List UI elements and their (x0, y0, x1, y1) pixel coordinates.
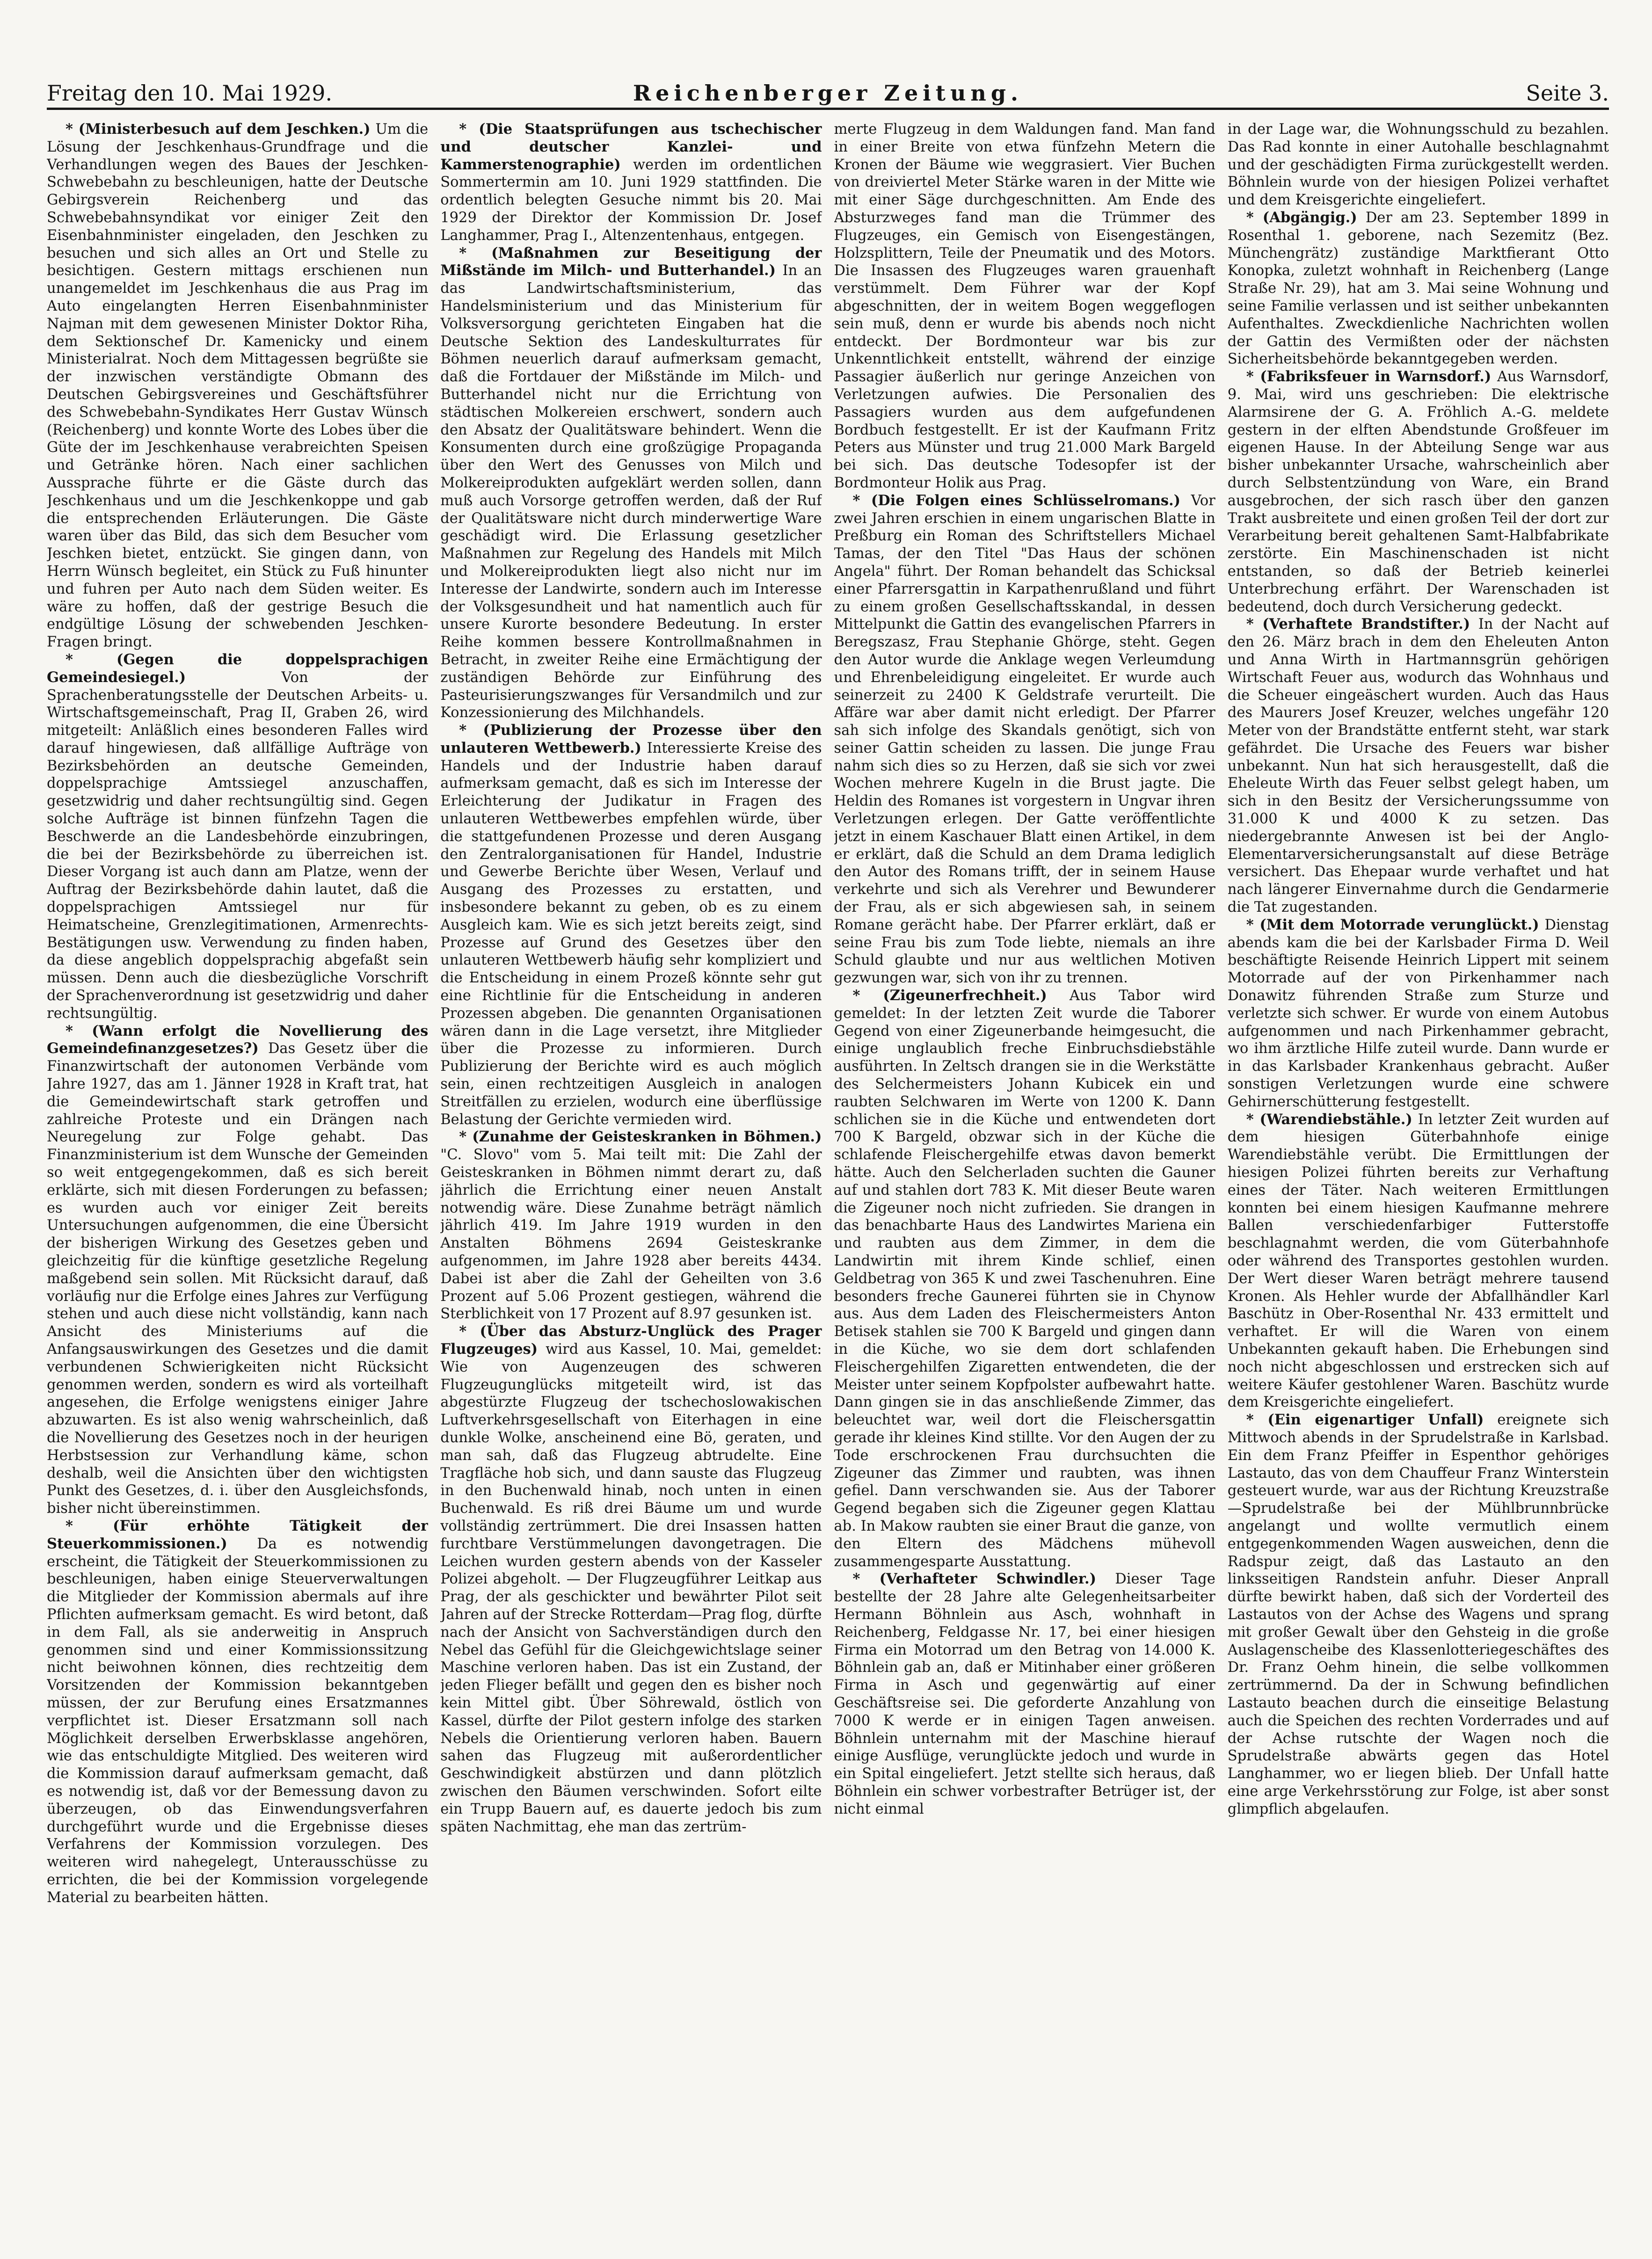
column-3 (834, 121, 1215, 2231)
article-headline: * (Maßnahmen zur Beseitigung der Mißstände im Milch- und Butterhandel.) (440, 244, 822, 279)
article (834, 1570, 1215, 1818)
article-body: In an das Landwirtschaftsministerium, das Handelsministerium und das Ministerium für Volksversorgung gerichteten Eingaben hat die Deutsche Sektion des Landeskulturrates für Böhmen neuerlich darauf aufmerksam gemacht, daß die Fortdauer der Mißstände im Milch- und Butterhandel nicht nur die Errichtung von städtischen Molkereien erschwert, sondern auch den Absatz der Qualitätsware behindert. Wenn die Konsumenten durch eine großzügige Propaganda über den Wert des Genusses von Milch und Molkereiprodukten aufgeklärt werden sollen, dann muß auch Vorsorge getroffen werden, daß der Ruf der Qualitätsware nicht durch minderwertige Ware geschädigt wird. Die Erlassung gesetzlicher Maßnahmen zur Regelung des Handels mit Milch und Molkereiprodukten liegt also nicht nur im Interesse der Landwirte, sondern auch im Interesse der Volksgesundheit und hat namentlich auch für unsere Kurorte besondere Bedeutung. In erster Reihe kommen bessere Kontrollmaßnahmen in Betracht, in zweiter Reihe eine Ermächtigung der zuständigen Behörde zur Einführung des Pasteurisierungszwanges für Versandmilch und zur Konzessionierung des Milchhandels. (440, 262, 822, 721)
article (47, 1023, 428, 1518)
article (47, 651, 428, 1023)
article-headline: * (Abgängig.) (1246, 209, 1357, 226)
article (1228, 368, 1609, 616)
article-headline: * (Mit dem Motorrade verunglückt.) (1246, 916, 1539, 933)
article-body: Der am 23. September 1899 in Rosenthal 1. geborene, nach Sezemitz (Bez. Münchengrätz) zuständige Marktfierant Otto Konopka, zuletzt wohnhaft in Reichenberg (Lange Straße Nr. 29), hat am 3. Mai seine Wohnung und seine Familie verlassen und ist seither unbekannten Aufenthaltes. Zweckdienliche Nachrichten wollen der Gattin des Vermißten oder der nächsten Sicherheitsbehörde bekanntgegeben werden. (1227, 209, 1609, 368)
article (47, 121, 428, 651)
article-body: Von der Sprachenberatungsstelle der Deutschen Arbeits- u. Wirtschaftsgemeinschaft, Prag II, Graben 26, wird mitgeteilt: Anläßlich eines besonderen Falles wird darauf hingewiesen, daß allfällige Aufträge von Bezirksbehörden an deutsche Gemeinden, doppelsprachige Amtssiegel anzuschaffen, gesetzwidrig und daher rechtsungültig sind. Gegen solche Aufträge ist binnen fünfzehn Tagen die Beschwerde an die Landesbehörde einzubringen, die bei der Bezirksbehörde zu überreichen ist. Dieser Vorgang ist auch dann am Platze, wenn der Auftrag der Bezirksbehörde dahin lautet, daß die doppelsprachigen Amtssiegel nur für Heimatscheine, Grenzlegitimationen, Armenrechts-Bestätigungen usw. Verwendung zu finden haben, da diese angeblich doppelsprachig abgefaßt sein müssen. Denn auch die diesbezügliche Vorschrift der Sprachenverordnung ist gesetzwidrig und daher rechtsungültig. (47, 669, 429, 1022)
article-headline: * (Warendiebstähle.) (1246, 1111, 1412, 1128)
article-body: Dieser Tage bestellte der 28 Jahre alte Gelegenheitsarbeiter Hermann Böhnlein aus Asch, wohnhaft in Reichenberg, Feldgasse Nr. 17, bei einer hiesigen Firma ein Motorrad um den Betrag von 14.000 K. Böhnlein gab an, daß er Mitinhaber einer größeren Firma in Asch und gegenwärtig auf einer Geschäftsreise sei. Die geforderte Anzahlung von 7000 K werde er in einigen Tagen anweisen. Böhnlein unternahm mit der Maschine hierauf einige Ausflüge, verunglückte jedoch und wurde in ein Spital eingeliefert. Jetzt stellte sich heraus, daß Böhnlein ein schwer vorbestrafter Betrüger ist, der nicht einmal (834, 1571, 1215, 1817)
article-body: Aus Tabor wird gemeldet: In der letzten Zeit wurde die Taborer Gegend von einer Zigeunerbande heimgesucht, die einige unglaublich freche Einbruchsdiebstähle ausführten. In Zeltsch drangen sie in die Werkstätte des Selchermeisters Johann Kubicek ein und raubten Selchwaren im Werte von 1200 K. Dann schlichen sie in die Küche und entwendeten dort 700 K Bargeld, obzwar sich in der Küche die schlafende Fleischergehilfe etwas davon bemerkt hätte. Auch den Selcherladen suchten die Gauner auf und stahlen dort 783 K. Mit dieser Beute waren die Zigeuner noch nicht zufrieden. Sie drangen in das benachbarte Haus des Landwirtes Mariena ein und raubten aus dem Zimmer, in dem die Landwirtin mit ihrem Kinde schlief, einen Geldbetrag von 365 K und zwei Taschenuhren. Eine besonders freche Gaunerei führten sie in Chynow aus. Aus dem Laden des Fleischermeisters Anton Betisek stahlen sie 700 K Bargeld und gingen dann in die Küche, wo sie dem dort schlafenden Fleischergehilfen Zigaretten entwendeten, die der Meister unter seinem Kopfpolster aufbewahrt hatte. Dann gingen sie in das anschließende Zimmer, das beleuchtet war, weil dort die Fleischersgattin gerade ihr kleines Kind stillte. Vor den Augen der zu Tode erschrockenen Frau durchsuchten die Zigeuner das Zimmer und raubten, was ihnen gefiel. Dann verschwanden sie. Aus der Taborer Gegend begaben sich die Zigeuner gegen Klattau ab. In Makow raubten sie einer Braut die ganze, von den Eltern des Mädchens mühevoll zusammengesparte Ausstattung. (834, 988, 1215, 1570)
text-columns (47, 121, 1609, 2231)
issue-date: Freitag den 10. Mai 1929. (47, 80, 333, 106)
article-headline: * (Gegen die doppelsprachigen Gemeindesiegel.) (47, 651, 429, 686)
article-headline: * (Fabriksfeuer in Warnsdorf.) (1246, 368, 1492, 385)
article (1228, 209, 1609, 368)
article-body: In der Nacht auf den 26. März brach in dem den Eheleuten Anton und Anna Wirth in Hartmannsgrün gehörigen Wirtschaft Feuer aus, wodurch das Wohnhaus und die Scheuer eingeäschert wurden. Auch das Haus des Maurers Josef Kreuzer, welches ungefähr 120 Meter von der Brandstätte entfernt steht, war stark gefährdet. Die Ursache des Feuers war bisher unbekannt. Nun hat sich herausgestellt, daß die Eheleute Wirth das Feuer selbst gelegt haben, um sich in den Besitz der Versicherungssumme von 31.000 K und 4000 K zu setzen. Das niedergebrannte Anwesen ist bei der Anglo-Elementarversicherungsanstalt auf diese Beträge versichert. Das Ehepaar wurde verhaftet und hat nach längerer Einvernahme durch die Gendarmerie die Tat zugestanden. (1227, 616, 1609, 916)
article-body: Da es notwendig erscheint, die Tätigkeit der Steuerkommissionen zu beschleunigen, haben einige Steuerverwaltungen die Mitglieder der Kommission abermals auf ihre Pflichten aufmerksam gemacht. Es wird betont, daß in dem Fall, als sie anderweitig in Anspruch genommen sind und einer Kommissionssitzung nicht beiwohnen können, dies rechtzeitig dem Vorsitzenden der Kommission bekanntgeben müssen, der zur Berufung eines Ersatzmannes verpflichtet ist. Dieser Ersatzmann soll nach Möglichkeit derselben Erwerbsklasse angehören, wie das entschuldigte Mitglied. Des weiteren wird die Kommission darauf aufmerksam gemacht, daß es notwendig ist, daß vor der Bemessung davon zu überzeugen, ob das Einwendungsverfahren durchgeführt wurde und die Ergebnisse dieses Verfahrens der Kommission vorzulegen. Des weiteren wird nahegelegt, Unterausschüsse zu errichten, die bei der Kommission vorgelegende Material zu bearbeiten hätten. (47, 1535, 429, 1906)
article-body: In letzter Zeit wurden auf dem hiesigen Güterbahnhofe einige Warendiebstähle verübt. Die Ermittlungen der hiesigen Polizei führten bereits zur Verhaftung eines der Täter. Nach weiteren Ermittlungen konnten bei einem hiesigen Kaufmanne mehrere Ballen verschiedenfarbiger Futterstoffe beschlagnahmt werden, die vom Güterbahnhofe oder während des Transportes gestohlen wurden. Der Wert dieser Waren beträgt mehrere tausend Kronen. Als Hehler wurde der Abfallhändler Karl Baschütz in Ober-Rosenthal Nr. 433 ermittelt und verhaftet. Er will die Waren von einem Unbekannten gekauft haben. Die Erhebungen sind noch nicht abgeschlossen und erstrecken sich auf weitere Käufer gestohlener Waren. Baschütz wurde dem Kreisgerichte eingeliefert. (1227, 1111, 1609, 1411)
article-headline: * (Wann erfolgt die Novellierung des Gemeindefinanzgesetzes?) (47, 1022, 429, 1057)
newspaper-title: Reichenberger Zeitung. (633, 80, 1023, 106)
article (47, 1518, 428, 1907)
article-body: in der Lage war, die Wohnungsschuld zu bezahlen. Das Rad konnte in einer Autohalle beschlagnahmt und der geschädigten Firma zurückgestellt werden. Böhnlein wurde von der hiesigen Polizei verhaftet und dem Kreisgerichte eingeliefert. (1227, 121, 1609, 209)
article-headline: * (Über das Absturz-Unglück des Prager Flugzeuges) (440, 1323, 822, 1358)
column-4 (1228, 121, 1609, 2231)
article-headline: * (Für erhöhte Tätigkeit der Steuerkommissionen.) (47, 1517, 429, 1552)
article-body: Dienstag abends kam die bei der Karlsbader Firma D. Weil beschäftigte Reisende Heinrich Lippert mit seinem Motorrade auf der von Pirkenhammer nach Donawitz führenden Straße zum Sturze und verletzte sich schwer. Er wurde von einem Autobus aufgenommen und nach Pirkenhammer gebracht, wo ihm ärztliche Hilfe zuteil wurde. Dann wurde er in das Karlsbader Krankenhaus gebracht. Außer sonstigen Verletzungen wurde eine schwere Gehirnerschütterung festgestellt. (1227, 916, 1609, 1110)
article (440, 121, 822, 245)
article-body: Vor zwei Jahren erschien in einem ungarischen Blatte in Preßburg ein Roman des Schriftstellers Michael Tamas, der den Titel "Das Haus der schönen Angela" führt. Der Roman behandelt das Schicksal einer Pfarrersgattin in Karpathenrußland und führt zu einem großen Gesellschaftsskandal, in dessen Mittelpunkt die Gattin des evangelischen Pfarrers in Beregszasz, Frau Stephanie Ghörge, steht. Gegen den Autor wurde die Anklage wegen Verleumdung und Ehrenbeleidigung eingeleitet. Er wurde auch seinerzeit zu 2400 K Geldstrafe verurteilt. Die Affäre war aber damit nicht erledigt. Der Pfarrer sah sich infolge des Skandals genötigt, sich von seiner Gattin scheiden zu lassen. Die junge Frau nahm sich dies so zu Herzen, daß sie sich vor zwei Wochen mehrere Kugeln in die Brust jagte. Die Heldin des Romanes ist vorgestern in Ungvar ihren Verletzungen erlegen. Der Gatte veröffentlichte jetzt in einem Kaschauer Blatt einen Artikel, in dem er erklärt, daß die Schuld an dem Drama lediglich den Autor des Romans trifft, der in seinem Hause verkehrte und sich als Verehrer und Bewunderer der Frau, als er sich abgewiesen sah, in seinem Romane gerächt habe. Der Pfarrer erklärt, daß er seine Frau bis zum Tode liebte, niemals an ihre Schuld glaubte und nur aus weltlichen Motiven gezwungen war, sich von ihr zu trennen. (834, 492, 1215, 987)
article-headline: * (Ministerbesuch auf dem Jeschken.) (65, 121, 371, 138)
article (440, 1323, 822, 1836)
article-headline: * (Ein eigenartiger Unfall) (1246, 1411, 1484, 1429)
column-2 (440, 121, 822, 2231)
article-body: ereignete sich Mittwoch abends in der Sprudelstraße in Karlsbad. Ein dem Franz Pfeiffer in Espenthor gehöriges Lastauto, das von dem Chauffeur Franz Winterstein gesteuert wurde, war aus der Richtung Kreuzstraße—Sprudelstraße bei der Mühlbrunnbrücke angelangt und wollte vermutlich einem entgegenkommenden Wagen ausweichen, denn die Radspur zeigt, daß das Lastauto an den linksseitigen Randstein anfuhr. Dieser Anprall dürfte bewirkt haben, daß sich der Vorderteil des Lastautos von der Achse des Wagens und sprang mit großer Gewalt über den Gehsteig in die große Auslagenscheibe des Klassenlotteriegeschäftes des Dr. Franz Oehm hinein, die selbe vollkommen zertrümmernd. Da der in Schwung befindlichen Lastauto beachen durch die einseitige Belastung auch die Speichen des rechten Vorderrades und auf der Achse rutschte der Wagen noch die Sprudelstraße abwärts gegen das Hotel Langhammer, wo er liegen blieb. Der Unfall hatte eine arge Verkehrsstörung zur Folge, ist aber sonst glimpflich abgelaufen. (1227, 1412, 1609, 1817)
article-headline: * (Zigeunerfrechheit.) (852, 987, 1047, 1004)
article-headline: * (Verhaftete Brandstifter.) (1246, 616, 1470, 633)
article-body: "C. Slovo" vom 5. Mai teilt mit: Die Zahl der Geisteskranken in Böhmen nimmt derart zu, daß jährlich die Errichtung einer neuen Anstalt notwendig wäre. Diese Zunahme beträgt nämlich jährlich 419. Im Jahre 1919 wurden in den Anstalten Böhmens 2694 Geisteskranke aufgenommen, im Jahre 1928 aber bereits 4434. Dabei ist aber die Zahl der Geheilten von 3.6 Prozent auf 5.06 Prozent gestiegen, während die Sterblichkeit von 17 Prozent auf 8.97 gesunken ist. (440, 1147, 822, 1322)
article (440, 245, 822, 722)
article (834, 121, 1215, 492)
article (1228, 616, 1609, 916)
article-body: merte Flugzeug in dem Waldungen fand. Man fand in einer Breite von etwa fünfzehn Metern die Kronen der Bäume wie weggrasiert. Vier Buchen von dreiviertel Meter Stärke waren in der Mitte wie mit einer Säge durchgeschnitten. Am Ende des Absturzweges fand man die Trümmer des Flugzeuges, ein Gemisch von Eisengestängen, Holzsplittern, Teile der Pneumatik und des Motors. Die Insassen des Flugzeuges waren grauenhaft verstümmelt. Dem Führer war der Kopf abgeschnitten, der in weitem Bogen weggeflogen sein muß, denn er wurde bis abends noch nicht entdeckt. Der Bordmonteur war bis zur Unkenntlichkeit entstellt, während der einzige Passagier äußerlich nur geringe Anzeichen von Verletzungen aufwies. Die Personalien des Passagiers wurden aus dem aufgefundenen Bordbuch festgestellt. Er ist der Kaufmann Fritz Peters aus Münster und trug 21.000 Mark Bargeld bei sich. Das deutsche Todesopfer ist der Bordmonteur Holik aus Prag. (834, 121, 1215, 491)
article (834, 492, 1215, 987)
article-body: wird aus Kassel, 10. Mai, gemeldet: Wie von Augenzeugen des schweren Flugzeugunglücks mitgeteilt wird, ist das abgestürzte Flugzeug der tschechoslowakischen Luftverkehrsgesellschaft von Eiterhagen in eine dunkle Wolke, anscheinend eine Bö, geraten, und man sah, daß das Flugzeug abtrudelte. Eine Tragfläche hob sich, und dann sauste das Flugzeug in den Buchenwald hinab, noch unten in einen Buchenwald. Es riß drei Bäume um und wurde vollständig zertrümmert. Die drei Insassen hatten furchtbare Verstümmelungen davongetragen. Die Leichen wurden gestern abends von der Kasseler Polizei abgeholt. — Der Flugzeugführer Leitkap aus Prag, der als geschickter und bewährter Pilot seit Jahren auf der Strecke Rotterdam—Prag flog, dürfte nach der Ansicht von Sachverständigen durch den Nebel das Gefühl für die Gleichgewichtslage seiner Maschine verloren haben. Das ist ein Zustand, der jeden Flieger befällt und gegen den es bisher noch kein Mittel gibt. Über Söhrewald, östlich von Kassel, dürfte der Pilot gestern infolge des starken Nebels die Orientierung verloren haben. Bauern sahen das Flugzeug mit außerordentlicher Geschwindigkeit abstürzen und dann plötzlich zwischen den Bäumen verschwinden. Sofort eilte ein Trupp Bauern auf, es dauerte jedoch bis zum späten Nachmittag, ehe man das zertrüm- (440, 1341, 822, 1835)
article-headline: * (Verhafteter Schwindler.) (852, 1570, 1097, 1588)
article (1228, 916, 1609, 1111)
article (440, 1128, 822, 1323)
article (1228, 1411, 1609, 1818)
article-headline: * (Die Folgen eines Schlüsselromans.) (852, 492, 1181, 509)
article-body: Aus Warnsdorf, 9. Mai, wird uns geschrieben: Die elektrische Alarmsirene der G. A. Fröhlich A.-G. meldete gestern in der elften Abendstunde Großfeuer im eigenen Hause. In der Abteilung Senge war aus bisher unbekannter Ursache, wahrscheinlich aber durch Selbstentzündung von Ware, ein Brand ausgebrochen, der sich rasch über den ganzen Trakt ausbreitete und einen großen Teil der dort zur Verarbeitung bereit gehaltenen Samt-Halbfabrikate zerstörte. Ein Maschinenschaden ist nicht entstanden, so daß der Betrieb keinerlei Unterbrechung erfährt. Der Warenschaden ist bedeutend, doch durch Versicherung gedeckt. (1227, 369, 1609, 615)
article-body: werden im ordentlichen Sommertermin am 10. Juni 1929 stattfinden. Die ordentlich belegten Gesuche nimmt bis 20. Mai 1929 der Direktor der Kommission Dr. Josef Langhammer, Prag I., Altenzentenhaus, entgegen. (440, 156, 822, 244)
article (1228, 1111, 1609, 1412)
article-body: Um die Lösung der Jeschkenhaus-Grundfrage und die Verhandlungen wegen des Baues der Jeschken-Schwebebahn zu beschleunigen, hatte der Deutsche Gebirgsverein Reichenberg und das Schwebebahnsyndikat vor einiger Zeit den Eisenbahnminister eingeladen, den Jeschken zu besuchen und sich alles an Ort und Stelle zu besichtigen. Gestern mittags erschienen nun unangemeldet im Jeschkenhaus die aus Prag im Auto eingelangten Herren Eisenbahnminister Najman mit dem gewesenen Minister Doktor Riha, dem Sektionschef Dr. Kamenicky und einem Ministerialrat. Noch dem Mittagessen begrüßte sie der inzwischen verständigte Obmann des Deutschen Gebirgsvereines und Geschäftsführer des Schwebebahn-Syndikates Herr Gustav Wünsch (Reichenberg) und konnte Worte des Lobes über die Güte der im Jeschkenhause verabreichten Speisen und Getränke hören. Nach einer sachlichen Aussprache führte er die Gäste durch das Jeschkenhaus und um die Jeschkenkoppe und gab die entsprechenden Erläuterungen. Die Gäste waren über das Bild, das sich dem Besucher vom Jeschken bietet, entzückt. Sie gingen dann, von Herrn Wünsch begleitet, ein Stück zu Fuß hinunter und fuhren per Auto nach dem Süden weiter. Es wäre zu hoffen, daß der gestrige Besuch die endgültige Lösung der schwebenden Jeschken-Fragen bringt. (47, 121, 429, 651)
article-body: Interessierte Kreise des Handels und der Industrie haben darauf aufmerksam gemacht, daß es sich im Interesse der Erleichterung der Judikatur in Fragen des unlauteren Wettbewerbes empfehlen würde, über die stattgefundenen Prozesse und deren Ausgang den Zentralorganisationen für Handel, Industrie und Gewerbe Berichte über Wesen, Verlauf und Ausgang des Prozesses zu erstatten, und insbesondere bekannt zu geben, ob es zu einem Ausgleich kam. Wie es sich jetzt bereits zeigt, sind Prozesse auf Grund des Gesetzes über den unlauteren Wettbewerb häufig sehr kompliziert und die Entscheidung in einem Prozeß könnte sehr gut eine Richtlinie für die Entscheidung in anderen Prozessen abgeben. Die genannten Organisationen wären dann in die Lage versetzt, ihre Mitglieder über die Prozesse zu informieren. Durch Publizierung der Berichte wird es auch möglich sein, einen rechtzeitigen Ausgleich in analogen Streitfällen zu erzielen, wodurch eine überflüssige Belastung der Gerichte vermieden wird. (440, 740, 822, 1128)
article-headline: * (Die Staatsprüfungen aus tschechischer und deutscher Kanzlei- und Kammerstenographie) (440, 121, 822, 173)
article-headline: * (Publizierung der Prozesse über den unlauteren Wettbewerb.) (440, 722, 822, 756)
article-body: Das Gesetz über die Finanzwirtschaft der autonomen Verbände vom Jahre 1927, das am 1. Jänner 1928 in Kraft trat, hat die Gemeindewirtschaft stark getroffen und zahlreiche Proteste und ein Drängen nach Neuregelung zur Folge gehabt. Das Finanzministerium ist dem Wunsche der Gemeinden so weit entgegengekommen, daß es sich bereit erklärte, sich mit diesen Forderungen zu befassen; es wurden auch vor einiger Zeit bereits Untersuchungen aufgenommen, die eine Übersicht der bisherigen Wirkung des Gesetzes geben und gleichzeitig für die künftige gesetzliche Regelung maßgebend sein sollen. Mit Rücksicht darauf, daß vorläufig nur die Erfolge eines Jahres zur Verfügung stehen und auch diese nicht vollständig, kann nach Ansicht des Ministeriums auf die Anfangsauswirkungen des Gesetzes und die damit verbundenen Schwierigkeiten nicht Rücksicht genommen werden, sondern es wird als vorteilhaft angesehen, die Erfolge wenigstens einiger Jahre abzuwarten. Es ist also wenig wahrscheinlich, daß die Novellierung des Gesetzes noch in der heurigen Herbstsession zur Verhandlung käme, schon deshalb, weil die Ansichten über den wichtigsten Punkt des Gesetzes, d. i. über den Ausgleichsfonds, bisher nicht übereinstimmen. (47, 1040, 429, 1517)
article-headline: * (Zunahme der Geisteskranken in Böhmen.) (459, 1128, 822, 1146)
page-number: Seite 3. (1526, 80, 1609, 106)
page-header (47, 80, 1609, 110)
article (440, 722, 822, 1128)
article (1228, 121, 1609, 209)
article (834, 987, 1215, 1570)
column-1 (47, 121, 428, 2231)
